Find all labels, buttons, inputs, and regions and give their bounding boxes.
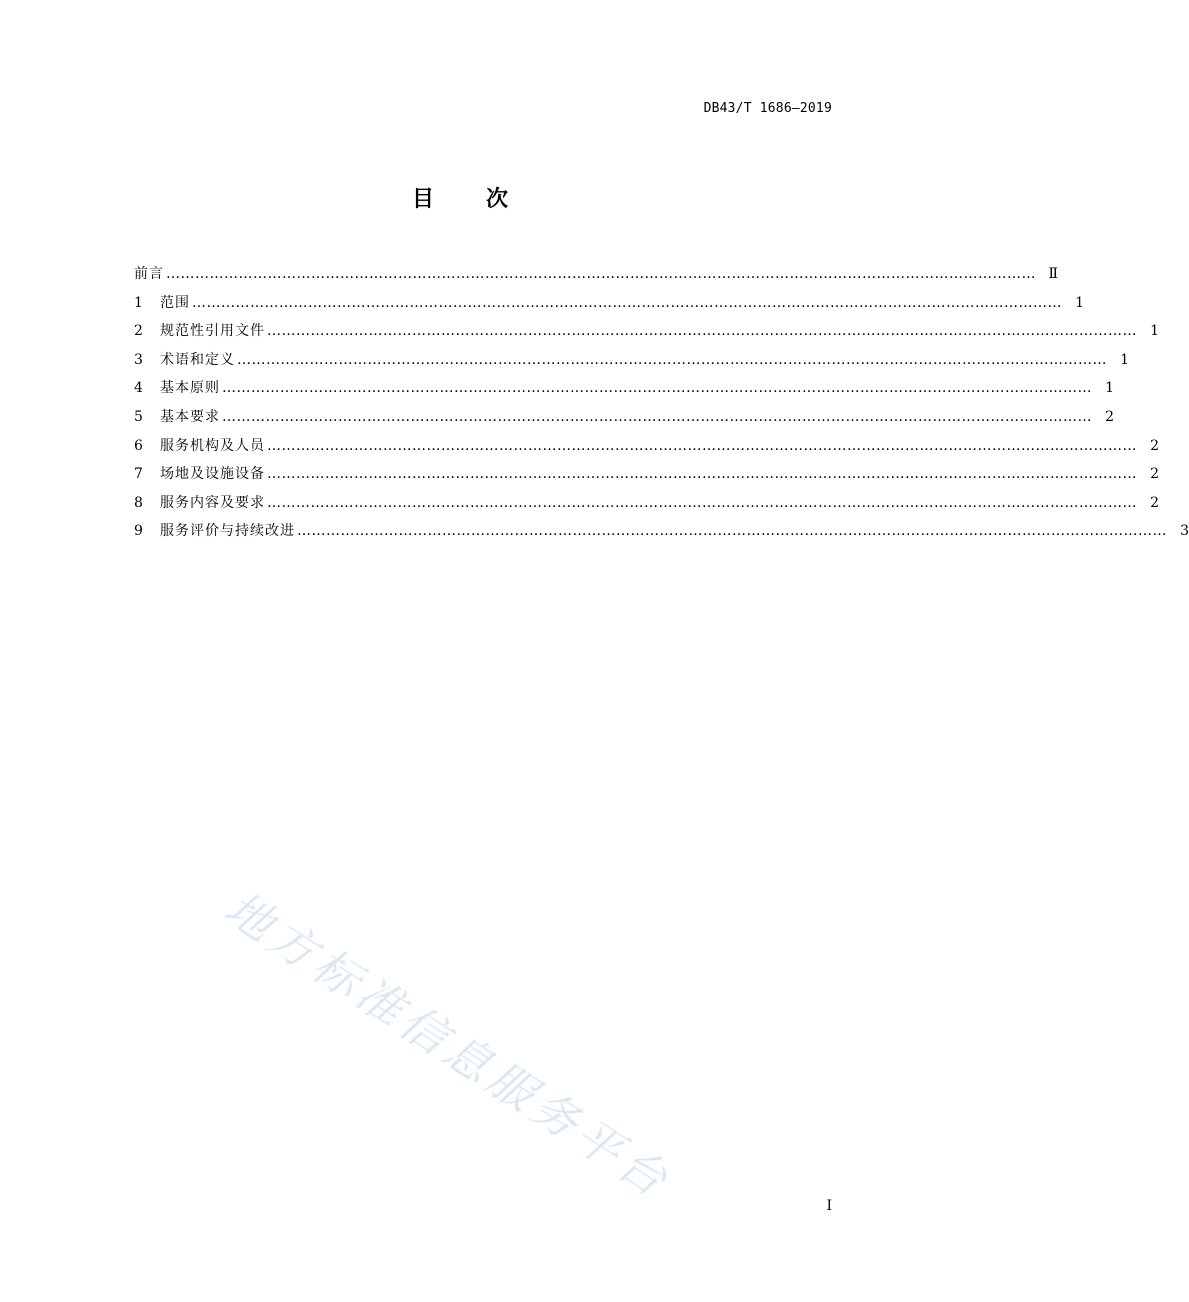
toc-entry[interactable] — [134, 463, 1159, 492]
toc-leader: ……………………………………………………………………………………………………………………………………………………………… — [237, 351, 1107, 368]
document-code: DB43/T 1686—2019 — [703, 101, 832, 116]
toc-entry-page: 1 — [1105, 380, 1114, 397]
toc-entry-label: 基本要求 — [160, 408, 220, 425]
toc-entry-label: 基本原则 — [160, 380, 220, 397]
toc-leader: ……………………………………………………………………………………………………………………………………………………………… — [267, 437, 1137, 454]
toc-entry[interactable] — [134, 406, 1114, 435]
toc-entry-page: 1 — [1120, 351, 1129, 368]
toc-leader: ……………………………………………………………………………………………………………………………………………………………… — [297, 523, 1167, 540]
toc-entry-label: 前言 — [134, 266, 164, 282]
page-number: I — [826, 1198, 832, 1214]
toc-entry[interactable] — [134, 320, 1159, 349]
toc-leader: ……………………………………………………………………………………………………………………………………………………………… — [267, 323, 1137, 340]
toc-title — [0, 182, 920, 213]
toc-entry-page: 1 — [1075, 294, 1084, 311]
toc-entry-page: 3 — [1180, 523, 1189, 540]
toc-entry-foreword[interactable] — [134, 263, 1058, 292]
toc-entry-label: 规范性引用文件 — [160, 323, 265, 340]
toc-leader: ……………………………………………………………………………………………………………………………………………………………… — [192, 294, 1062, 311]
toc-title-part-1: 目 — [411, 187, 434, 212]
toc-entry[interactable] — [134, 520, 1189, 549]
toc-entry[interactable] — [134, 349, 1129, 378]
toc-entry[interactable] — [134, 377, 1114, 406]
toc-entry-number: 8 — [134, 494, 143, 511]
toc-leader: ……………………………………………………………………………………………………………………………………………………………… — [267, 466, 1137, 483]
toc-entry-page: 2 — [1150, 494, 1159, 511]
toc-entry-page: 2 — [1150, 466, 1159, 483]
toc-entry-number: 2 — [134, 323, 143, 340]
toc-entry[interactable] — [134, 435, 1159, 464]
toc-entry-label: 场地及设施设备 — [160, 466, 265, 483]
toc-entry-page: 2 — [1105, 408, 1114, 425]
toc-entry[interactable] — [134, 492, 1159, 521]
toc-title-part-2: 次 — [486, 187, 509, 212]
toc-entry-page: 1 — [1150, 323, 1159, 340]
toc-entry-number: 1 — [134, 294, 143, 311]
toc-entry-number: 9 — [134, 523, 143, 540]
table-of-contents — [134, 263, 1189, 549]
toc-leader: ……………………………………………………………………………………………………………………………………………………………… — [267, 494, 1137, 511]
toc-entry-label: 服务内容及要求 — [160, 494, 265, 511]
toc-entry-number: 6 — [134, 437, 143, 454]
toc-entry-number: 7 — [134, 466, 143, 483]
toc-entry-number: 3 — [134, 351, 143, 368]
toc-leader: ……………………………………………………………………………………………………………………………………………………………… — [222, 408, 1092, 425]
toc-entry-label: 服务机构及人员 — [160, 437, 265, 454]
toc-entry-number: 4 — [134, 380, 143, 397]
toc-leader: ……………………………………………………………………………………………………………………………………………………………… — [222, 380, 1092, 397]
toc-entry-label: 术语和定义 — [160, 351, 235, 368]
toc-leader: ……………………………………………………………………………………………………………………………………………………………… — [166, 266, 1036, 282]
toc-entry-label: 服务评价与持续改进 — [160, 523, 295, 540]
toc-entry-page: Ⅱ — [1048, 266, 1058, 282]
toc-entry-label: 范围 — [160, 294, 190, 311]
watermark: 地方标准信息服务平台 — [215, 880, 682, 1210]
toc-entry-number: 5 — [134, 408, 143, 425]
toc-entry-page: 2 — [1150, 437, 1159, 454]
toc-entry[interactable] — [134, 292, 1084, 321]
